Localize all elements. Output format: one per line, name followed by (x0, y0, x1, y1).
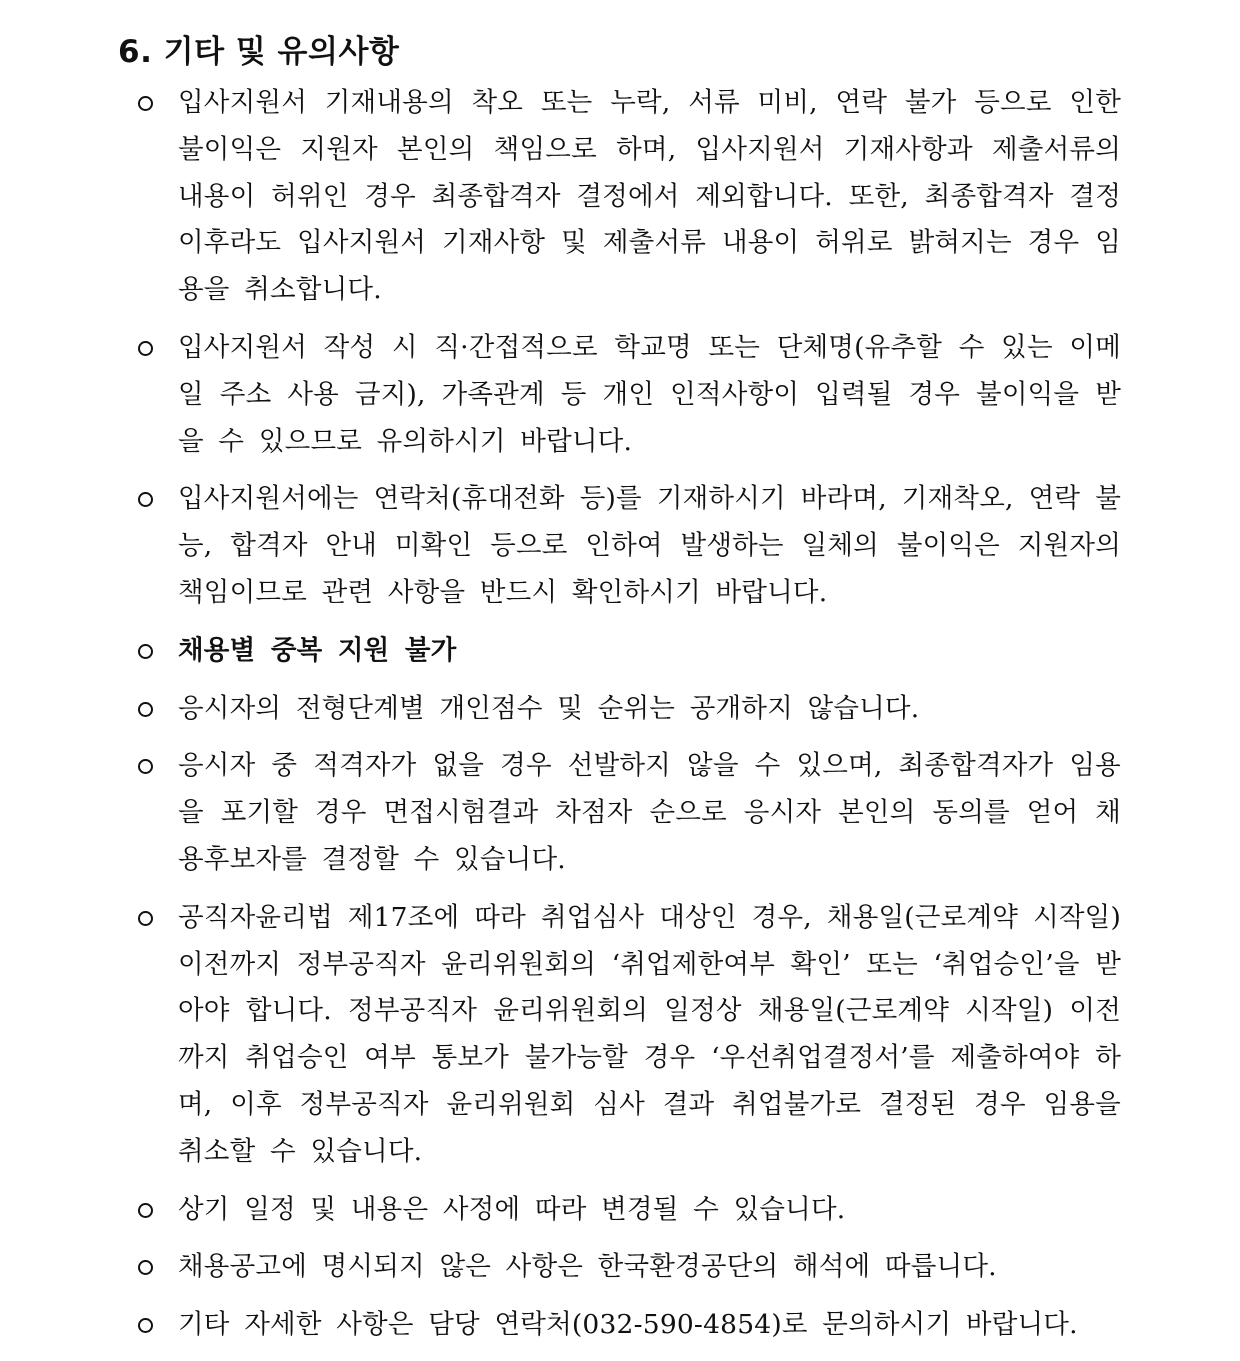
circle-bullet-icon (138, 702, 153, 717)
list-item-text: 입사지원서 작성 시 직·간접적으로 학교명 또는 단체명(유추할 수 있는 이메일 주소 사용 금지), 가족관계 등 개인 인적사항이 입력될 경우 불이익을 받을 수 있으므로 유의하시기 바랍니다. (178, 331, 1121, 457)
list-item-text: 입사지원서에는 연락처(휴대전화 등)를 기재하시기 바라며, 기재착오, 연락 불능, 합격자 안내 미확인 등으로 인하여 발생하는 일체의 불이익은 지원자의 책임이므로 관련 사항을 반드시 확인하시기 바랍니다. (178, 483, 1121, 608)
circle-bullet-icon (138, 96, 153, 111)
circle-bullet-icon (138, 759, 153, 774)
list-item-text: 응시자의 전형단계별 개인점수 및 순위는 공개하지 않습니다. (178, 692, 920, 724)
list-item-text: 채용공고에 명시되지 않은 사항은 한국환경공단의 해석에 따릅니다. (178, 1251, 997, 1283)
circle-bullet-icon (138, 492, 153, 507)
list-item (0, 1244, 1240, 1291)
list-item (0, 686, 1240, 733)
notice-list (0, 80, 1240, 1360)
circle-bullet-icon (138, 1260, 153, 1275)
list-item (0, 476, 1240, 616)
list-item (0, 325, 1240, 465)
list-item-text: 응시자 중 적격자가 없을 경우 선발하지 않을 수 있으며, 최종합격자가 임용을 포기할 경우 면접시험결과 차점자 순으로 응시자 본인의 동의를 얻어 채용후보자를 결정할 수 있습니다. (178, 750, 1121, 875)
circle-bullet-icon (138, 1203, 153, 1218)
circle-bullet-icon (138, 1318, 153, 1333)
list-item (0, 628, 1240, 675)
circle-bullet-icon (138, 911, 153, 926)
list-item (0, 80, 1240, 314)
list-item-text: 상기 일정 및 내용은 사정에 따라 변경될 수 있습니다. (178, 1193, 846, 1225)
section-title: 6. 기타 및 유의사항 (118, 34, 400, 70)
circle-bullet-icon (138, 644, 153, 659)
list-item-text: 기타 자세한 사항은 담당 연락처(032-590-4854)로 문의하시기 바랍니다. (178, 1309, 1078, 1341)
list-item (0, 1187, 1240, 1234)
list-item (0, 1302, 1240, 1349)
list-item-text-bold: 채용별 중복 지원 불가 (178, 634, 457, 666)
circle-bullet-icon (138, 341, 153, 356)
list-item-text: 공직자윤리법 제17조에 따라 취업심사 대상인 경우, 채용일(근로계약 시작일) 이전까지 정부공직자 윤리위원회의 ‘취업제한여부 확인’ 또는 ‘취업승인’을 받아야 합니다. 정부공직자 윤리위원회의 일정상 채용일(근로계약 시작일) 이전까지 취업승인 여부 통보가 불가능할 경우 ‘우선취업결정서’를 제출하여야 하며, 이후 정부공직자 윤리위원회 심사 결과 취업불가로 결정된 경우 임용을 취소할 수 있습니다. (178, 901, 1121, 1167)
list-item (0, 743, 1240, 883)
list-item (0, 895, 1240, 1176)
list-item-text: 입사지원서 기재내용의 착오 또는 누락, 서류 미비, 연락 불가 등으로 인한 불이익은 지원자 본인의 책임으로 하며, 입사지원서 기재사항과 제출서류의 내용이 허위인 경우 최종합격자 결정에서 제외합니다. 또한, 최종합격자 결정 이후라도 입사지원서 기재사항 및 제출서류 내용이 허위로 밝혀지는 경우 임용을 취소합니다. (178, 87, 1121, 306)
